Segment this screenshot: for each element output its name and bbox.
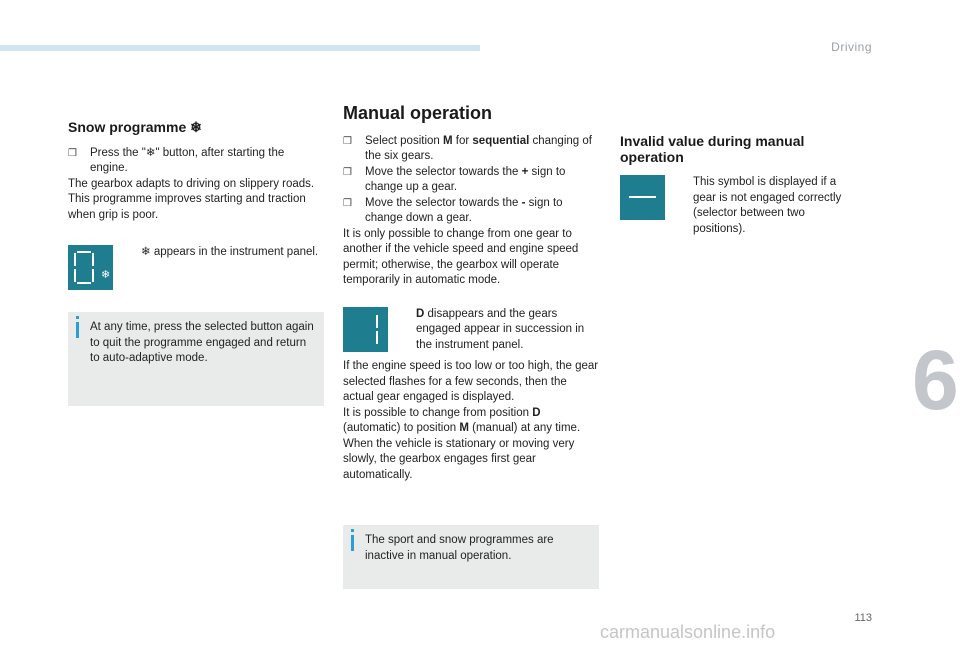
snow-display-row — [68, 245, 324, 290]
manual-display-text: disappears and the gears engaged appear in succession in the instrument panel. — [416, 307, 585, 351]
snow-bullet-text: Press the "❄" button, after starting the engine. — [90, 146, 285, 174]
snow-para-1: The gearbox adapts to driving on slippery roads. — [68, 177, 315, 190]
snow-display-text: ❄ appears in the instrument panel. — [141, 246, 319, 258]
manual-para-2: If the engine speed is too low or too high, the gear selected flashes for a few seconds, then the actual gear engaged is displayed. — [343, 360, 599, 403]
checkbox-bullet-icon: ❒ — [68, 147, 77, 159]
info-icon — [76, 316, 79, 319]
snow-programme-heading: Snow programme ❄ — [68, 119, 202, 135]
watermark: carmanualsonline.info — [600, 622, 776, 642]
snow-display-icon — [68, 245, 113, 290]
invalid-gear-icon — [620, 175, 665, 220]
checkbox-bullet-icon: ❒ — [343, 135, 352, 147]
chapter-number-tab: 6 — [912, 330, 960, 430]
manual-bullet-1: ❒ Select position M for sequential changing of the six gears. — [343, 134, 592, 162]
snow-info-note — [68, 312, 324, 406]
svg-text:❄: ❄ — [101, 268, 111, 281]
manual-operation-section — [343, 103, 599, 589]
gear-display-icon — [343, 307, 388, 352]
checkbox-bullet-icon: ❒ — [343, 166, 352, 178]
manual-para-4: When the vehicle is stationary or moving very slowly, the gearbox engages first gear automatically. — [343, 437, 575, 481]
manual-operation-heading: Manual operation — [343, 103, 493, 123]
invalid-value-heading: Invalid value during manual operation — [620, 133, 805, 165]
invalid-value-section — [620, 134, 860, 237]
manual-note-text: The sport and snow programmes are inactive in manual operation. — [365, 534, 554, 562]
invalid-display-row — [620, 175, 860, 237]
header-accent-bar — [0, 45, 480, 51]
manual-display-row — [343, 307, 599, 354]
page-number: 113 — [854, 612, 872, 624]
checkbox-bullet-icon: ❒ — [343, 197, 352, 209]
gear-d-label: D — [416, 307, 425, 320]
manual-bullet-2: ❒ Move the selector towards the + sign to change up a gear. — [343, 165, 566, 193]
snow-note-text: At any time, press the selected button again to quit the programme engaged and return to auto-adaptive mode. — [90, 321, 314, 364]
snow-bullet — [68, 146, 324, 177]
snow-programme-section — [68, 120, 324, 406]
manual-para-3: It is possible to change from position D (automatic) to position M (manual) at any time. — [343, 406, 581, 434]
info-icon — [351, 529, 354, 532]
snow-para-2: This programme improves starting and traction when grip is poor. — [68, 193, 306, 221]
chapter-title: Driving — [831, 40, 872, 54]
manual-para-1: It is only possible to change from one gear to another if the vehicle speed and engine speed permit; otherwise, the gearbox will operate temporarily in automatic mode. — [343, 227, 579, 286]
invalid-display-text: This symbol is displayed if a gear is not engaged correctly (selector between two positions). — [693, 176, 842, 235]
manual-bullet-3: ❒ Move the selector towards the - sign to change down a gear. — [343, 196, 563, 224]
manual-info-note — [343, 525, 599, 589]
